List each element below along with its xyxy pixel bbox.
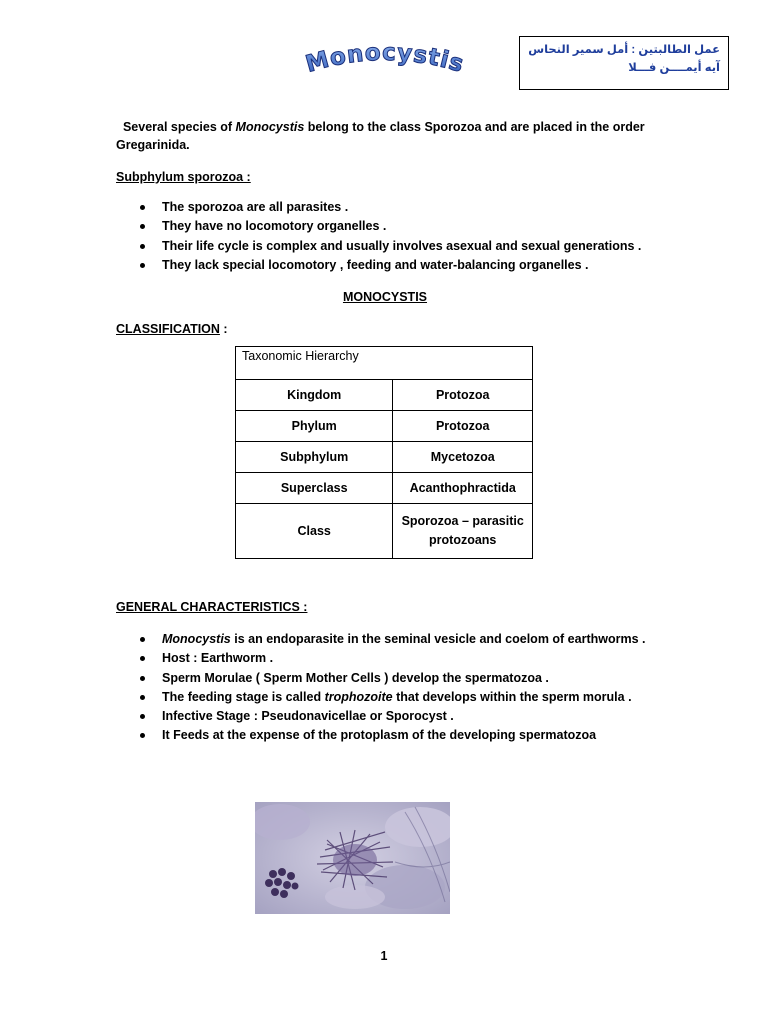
svg-text:Monocystis	[303, 40, 467, 78]
intro-italic-genus: Monocystis	[235, 120, 305, 134]
author-box	[519, 36, 729, 90]
rank-cell: Phylum	[236, 411, 393, 442]
list-item: They lack special locomotory , feeding and water-balancing organelles .	[116, 256, 716, 275]
table-row	[236, 380, 533, 411]
micrograph-image	[255, 802, 450, 914]
table-row	[236, 442, 533, 473]
rank-cell: Subphylum	[236, 442, 393, 473]
rank-cell: Class	[236, 504, 393, 559]
document-title: Monocystis	[302, 39, 468, 79]
table-title: Taxonomic Hierarchy	[236, 347, 533, 380]
value-cell: Protozoa	[393, 380, 533, 411]
general-characteristics-list	[116, 630, 736, 746]
list-item: The feeding stage is called trophozoite that develops within the sperm morula .	[116, 688, 736, 707]
value-cell: Mycetozoa	[393, 442, 533, 473]
table-row	[236, 473, 533, 504]
value-cell: Acanthophractida	[393, 473, 533, 504]
classification-heading: CLASSIFICATION :	[116, 322, 228, 336]
subphylum-list	[116, 198, 716, 275]
list-item: Infective Stage : Pseudonavicellae or Sporocyst .	[116, 707, 736, 726]
monocystis-heading: MONOCYSTIS	[342, 290, 428, 304]
list-item: It Feeds at the expense of the protoplasm of the developing spermatozoa	[116, 726, 736, 745]
list-item: Monocystis is an endoparasite in the seminal vesicle and coelom of earthworms .	[116, 630, 736, 649]
title-wordart	[290, 36, 480, 84]
author-line-2: آيه أيمــــن فـــلا	[628, 62, 720, 74]
list-item: They have no locomotory organelles .	[116, 217, 716, 236]
value-cell: Protozoa	[393, 411, 533, 442]
table-row	[236, 504, 533, 559]
list-item: Host : Earthworm .	[116, 649, 736, 668]
rank-cell: Kingdom	[236, 380, 393, 411]
general-characteristics-heading: GENERAL CHARACTERISTICS :	[116, 600, 308, 614]
value-cell: Sporozoa – parasitic protozoans	[393, 504, 533, 559]
subphylum-heading: Subphylum sporozoa :	[116, 170, 251, 184]
table-row	[236, 411, 533, 442]
taxonomy-table	[235, 346, 533, 559]
intro-paragraph: Several species of Monocystis belong to the class Sporozoa and are placed in the order Gregarinida.	[116, 120, 645, 152]
list-item: Sperm Morulae ( Sperm Mother Cells ) develop the spermatozoa .	[116, 669, 736, 688]
rank-cell: Superclass	[236, 473, 393, 504]
author-line-1: عمل الطالبتين : أمل سمير النحاس	[528, 44, 720, 56]
page-number: 1	[380, 949, 388, 963]
list-item: The sporozoa are all parasites .	[116, 198, 716, 217]
list-item: Their life cycle is complex and usually involves asexual and sexual generations .	[116, 237, 716, 256]
